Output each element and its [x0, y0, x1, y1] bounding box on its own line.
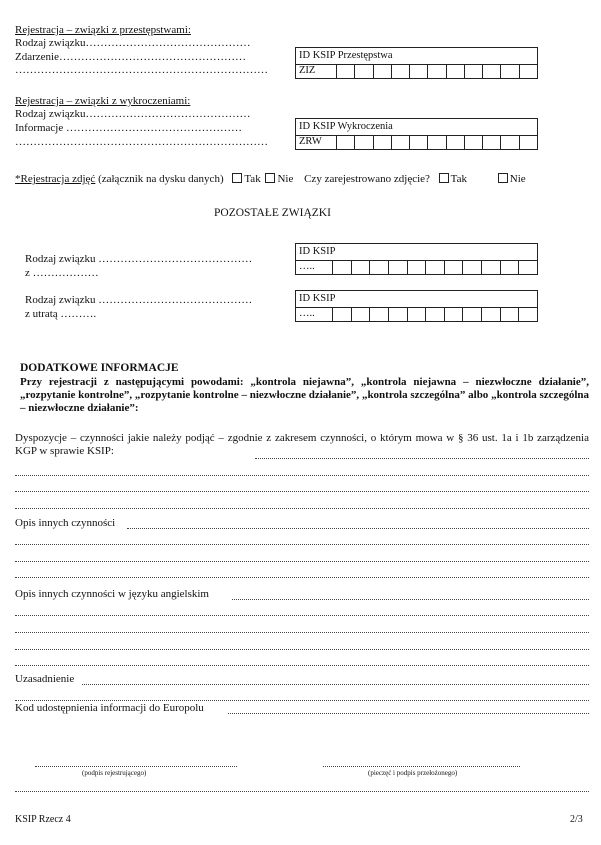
other-actions-en-line-4[interactable]	[15, 649, 589, 650]
id-digit-cell[interactable]	[462, 307, 481, 321]
additional-info-heading: DODATKOWE INFORMACJE	[20, 362, 179, 374]
additional-info-intro: Przy rejestracji z następującymi powodami: „kontrola niejawna”, „kontrola niejawna – niezwłoczne działanie”, „rozpytanie kontrolne”, „rozpytanie kontrolne – niezwłoczne działanie”, „kontrola szczególna” albo „kontrola szczególna – niezwłoczne działanie”:	[20, 376, 589, 414]
other-actions-label: Opis innych czynności	[15, 517, 116, 529]
other-actions-line-2[interactable]	[15, 544, 589, 545]
crime-id-cells[interactable]	[336, 64, 537, 78]
id-digit-cell[interactable]	[519, 135, 537, 149]
other-actions-en-line-3[interactable]	[15, 632, 589, 633]
dispositions-label: Dyspozycje – czynności jakie należy podjąć – zgodnie z zakresem czynności, o którym mowa w § 36 ust. 1a i 1b zarządzenia KGP w sprawie KSIP:	[15, 432, 589, 457]
id-digit-cell[interactable]	[373, 64, 391, 78]
id-digit-cell[interactable]	[427, 64, 445, 78]
justification-label: Uzasadnienie	[15, 673, 75, 685]
justification-line-2[interactable]	[15, 700, 589, 701]
id-digit-cell[interactable]	[482, 135, 500, 149]
id-digit-cell[interactable]	[351, 260, 370, 274]
other-link1-id-box	[295, 243, 538, 275]
other-link2-type-field[interactable]: Rodzaj związku ……………………………………	[25, 294, 253, 306]
id-digit-cell[interactable]	[373, 135, 391, 149]
other-actions-en-line-5[interactable]	[15, 665, 589, 666]
registrar-signature-caption: (podpis rejestrującego)	[82, 769, 147, 777]
id-digit-cell[interactable]	[519, 64, 537, 78]
dispositions-line-4[interactable]	[15, 508, 589, 509]
offence-id-cells[interactable]	[336, 135, 537, 149]
id-digit-cell[interactable]	[500, 64, 518, 78]
id-digit-cell[interactable]	[444, 307, 463, 321]
photo-tak-label: Tak	[244, 173, 261, 185]
photo-tak-checkbox[interactable]	[232, 173, 242, 183]
other-link2-id-box	[295, 290, 538, 322]
id-digit-cell[interactable]	[369, 260, 388, 274]
id-digit-cell[interactable]	[332, 307, 351, 321]
offence-id-label: ID KSIP Wykroczenia	[296, 119, 537, 136]
id-digit-cell[interactable]	[336, 64, 354, 78]
other-actions-line-3[interactable]	[15, 561, 589, 562]
other-link1-with-field[interactable]: z ………………	[25, 267, 99, 279]
photo-nie-label: Nie	[277, 173, 294, 185]
offence-extra-field[interactable]: ……………………………………………………………	[15, 136, 268, 148]
id-digit-cell[interactable]	[425, 307, 444, 321]
dispositions-line-3[interactable]	[15, 491, 589, 492]
id-digit-cell[interactable]	[500, 307, 519, 321]
id-digit-cell[interactable]	[427, 135, 445, 149]
other-links-heading: POZOSTAŁE ZWIĄZKI	[214, 207, 331, 219]
photo-registration-note: (załącznik na dysku danych)	[95, 173, 224, 185]
other-link1-id-label: ID KSIP	[296, 244, 537, 261]
other-link1-id-cells[interactable]	[332, 260, 537, 274]
id-digit-cell[interactable]	[388, 307, 407, 321]
registrar-signature-line[interactable]	[35, 766, 237, 767]
offence-info-field[interactable]: Informacje …………………………………………	[15, 122, 242, 134]
photo-nie-checkbox[interactable]	[265, 173, 275, 183]
id-digit-cell[interactable]	[425, 260, 444, 274]
crime-section-heading: Rejestracja – związki z przestępstwami:	[15, 24, 191, 36]
id-digit-cell[interactable]	[391, 135, 409, 149]
photo-registered-tak-label: Tak	[450, 173, 468, 185]
id-digit-cell[interactable]	[354, 64, 372, 78]
other-actions-en-label: Opis innych czynności w języku angielskim	[15, 588, 209, 600]
other-link2-loss-field[interactable]: z utratą ……….	[25, 308, 97, 320]
footer-divider	[15, 791, 589, 792]
id-digit-cell[interactable]	[464, 64, 482, 78]
europol-code-line[interactable]	[228, 713, 589, 714]
crime-id-label: ID KSIP Przestępstwa	[296, 48, 537, 65]
offence-code: ZRW	[299, 136, 322, 147]
crime-event-field[interactable]: Zdarzenie……………………………………………	[15, 51, 246, 63]
id-digit-cell[interactable]	[446, 135, 464, 149]
photo-registered-tak-checkbox[interactable]	[439, 173, 449, 183]
other-link2-id-label: ID KSIP	[296, 291, 537, 308]
id-digit-cell[interactable]	[482, 64, 500, 78]
other-actions-en-line-2[interactable]	[15, 615, 589, 616]
id-digit-cell[interactable]	[446, 64, 464, 78]
other-actions-line-4[interactable]	[15, 577, 589, 578]
id-digit-cell[interactable]	[500, 260, 519, 274]
photo-registration-label: *Rejestracja zdjęć	[15, 173, 96, 185]
id-digit-cell[interactable]	[369, 307, 388, 321]
photo-registered-nie-label: Nie	[509, 173, 526, 185]
crime-extra-field[interactable]: ……………………………………………………………	[15, 64, 268, 76]
id-digit-cell[interactable]	[336, 135, 354, 149]
supervisor-signature-line[interactable]	[323, 766, 520, 767]
europol-code-label: Kod udostępnienia informacji do Europolu	[15, 702, 204, 714]
photo-registration-row	[15, 173, 526, 185]
dispositions-line-2[interactable]	[15, 475, 589, 476]
dispositions-line-1[interactable]	[255, 458, 589, 459]
id-digit-cell[interactable]	[481, 307, 500, 321]
photo-registered-nie-checkbox[interactable]	[498, 173, 508, 183]
id-digit-cell[interactable]	[409, 135, 427, 149]
offence-id-box	[295, 118, 538, 150]
other-actions-line-1[interactable]	[127, 528, 589, 529]
offence-section-heading: Rejestracja – związki z wykroczeniami:	[15, 95, 191, 107]
footer-form-code: KSIP Rzecz 4	[15, 814, 71, 825]
other-link2-code: …..	[299, 308, 315, 319]
id-digit-cell[interactable]	[409, 64, 427, 78]
id-digit-cell[interactable]	[518, 307, 537, 321]
photo-question: Czy zarejestrowano zdjęcie?	[304, 173, 430, 185]
id-digit-cell[interactable]	[518, 260, 537, 274]
justification-line-1[interactable]	[82, 684, 589, 685]
offence-link-type-field[interactable]: Rodzaj związku………………………………………	[15, 108, 251, 120]
id-digit-cell[interactable]	[388, 260, 407, 274]
other-actions-en-line-1[interactable]	[232, 599, 589, 600]
crime-link-type-field[interactable]: Rodzaj związku………………………………………	[15, 37, 251, 49]
crime-code: ZIZ	[299, 65, 316, 76]
id-digit-cell[interactable]	[464, 135, 482, 149]
id-digit-cell[interactable]	[462, 260, 481, 274]
id-digit-cell[interactable]	[481, 260, 500, 274]
other-link1-type-field[interactable]: Rodzaj związku ……………………………………	[25, 253, 253, 265]
crime-id-box	[295, 47, 538, 79]
supervisor-signature-caption: (pieczęć i podpis przełożonego)	[368, 769, 458, 777]
id-digit-cell[interactable]	[407, 260, 426, 274]
footer-page-number: 2/3	[570, 814, 583, 825]
other-link1-code: …..	[299, 261, 315, 272]
id-digit-cell[interactable]	[407, 307, 426, 321]
id-digit-cell[interactable]	[391, 64, 409, 78]
id-digit-cell[interactable]	[500, 135, 518, 149]
id-digit-cell[interactable]	[354, 135, 372, 149]
id-digit-cell[interactable]	[351, 307, 370, 321]
id-digit-cell[interactable]	[444, 260, 463, 274]
id-digit-cell[interactable]	[332, 260, 351, 274]
other-link2-id-cells[interactable]	[332, 307, 537, 321]
